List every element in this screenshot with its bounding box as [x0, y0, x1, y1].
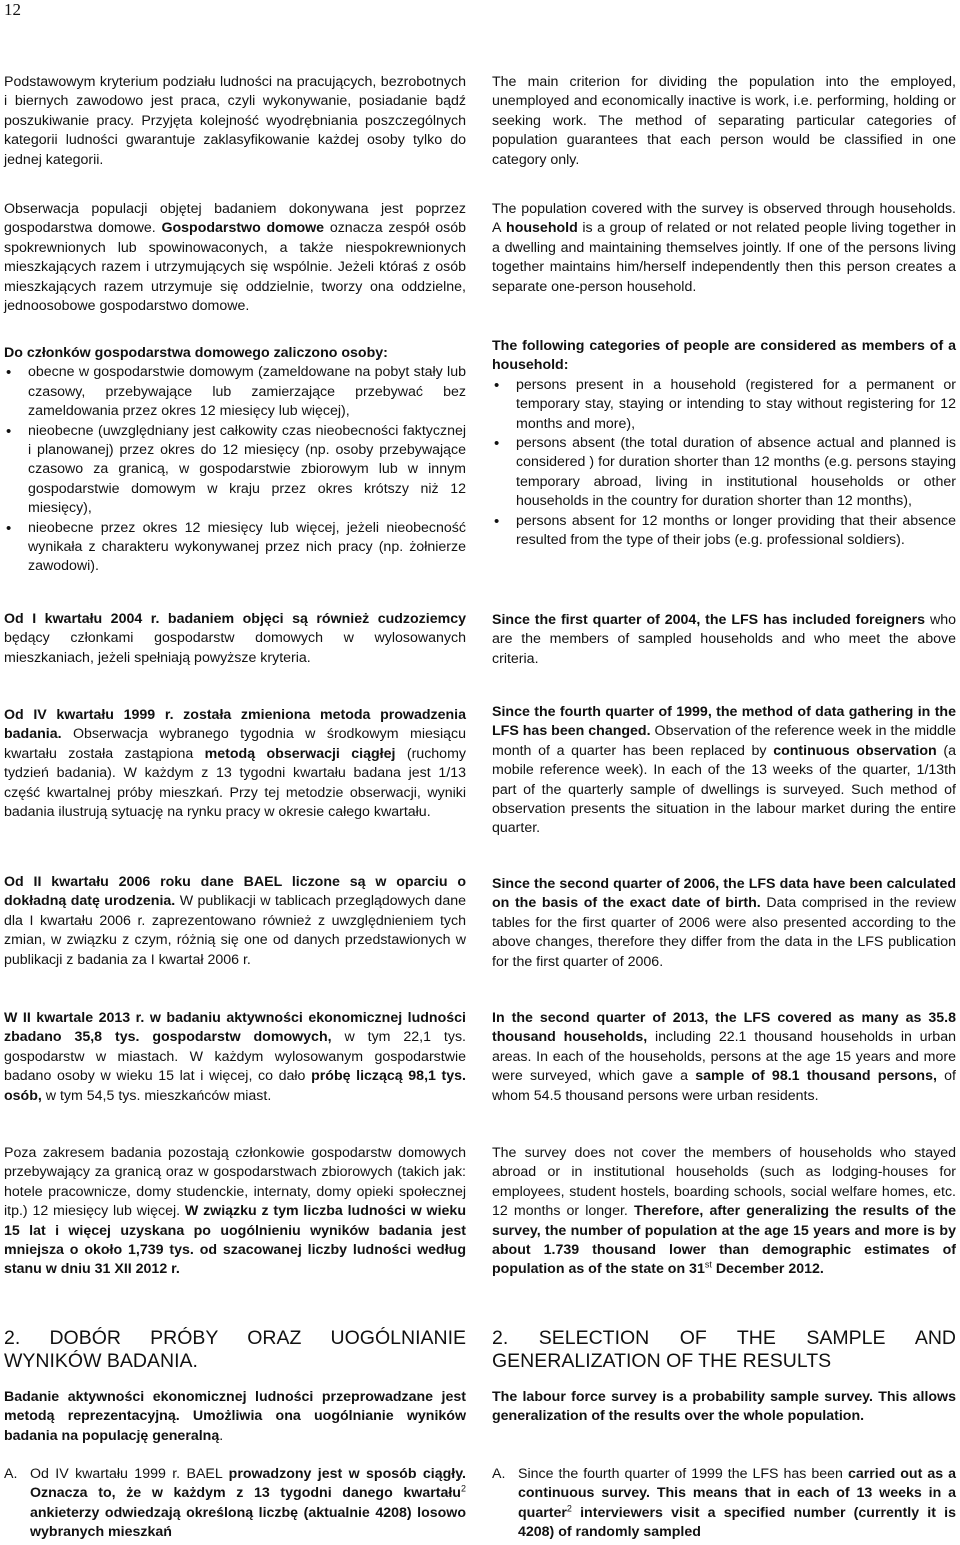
- footnote-ref: 2: [460, 1483, 466, 1494]
- section-heading-text: 2. DOBÓR PRÓBY ORAZ UOGÓLNIANIE WYNIKÓW BADANIA.: [4, 1327, 466, 1372]
- list-a-text: Since the fourth quarter of 1999 the LFS has been: [518, 1466, 843, 1482]
- list-a-bold: prowadzony jest w sposób ciągły. Oznacza to, że w każdym z 13 tygodni danego kwartału: [30, 1466, 466, 1502]
- survey-2013-paragraph: [492, 1009, 956, 1106]
- household-paragraph: [492, 200, 956, 297]
- survey-2013-bold-2: próbę liczącą 98,1 tys. osób,: [4, 1068, 466, 1104]
- household-definition: oznacza zespół osób spokrewnionych lub spowinowaconych, a także niespokrewnionych mieszkających razem i utrzymujących się wspólnie. Jeżeli któraś z osób mieszkających razem utrzymuje się oddzielnie, tworzy ona oddzielne, jednoosobowe gospodarstwo domowe.: [4, 220, 466, 315]
- method-paragraph: [492, 703, 956, 839]
- coverage-paragraph: [4, 1144, 466, 1280]
- household-term: Gospodarstwo domowe: [161, 220, 325, 237]
- criterion-paragraph: [492, 73, 956, 170]
- survey-2013-text-2: w tym 54,5 tys. mieszkańców miast.: [45, 1087, 272, 1104]
- members-section: [492, 337, 956, 550]
- list-marker: A.: [4, 1466, 18, 1482]
- criterion-text: Podstawowym kryterium podziału ludności na pracujących, bezrobotnych i biernych zawodowo jest praca, czyli wykonywanie, posiadanie bądź poszukiwanie pracy. Przyjęta kolejność wyodrębniania poszczególnych kategorii ludności gwarantuje zaklasyfikowanie każdej osoby tylko do jednej kategorii.: [4, 74, 466, 168]
- coverage-paragraph: [492, 1144, 956, 1280]
- coverage-bold: Therefore, after generalizing the results of the survey, the number of population at the age 15 years and more is by about 1.739 thousand lower than demographic estimates of population as of the state on 31: [492, 1203, 956, 1278]
- members-list: [492, 376, 956, 551]
- foreigners-paragraph: [492, 611, 956, 669]
- members-heading: Do członków gospodarstwa domowego zaliczono osoby:: [4, 345, 388, 361]
- list-item: [492, 1465, 956, 1543]
- foreigners-text: who are the members of sampled households and who meet the above criteria.: [492, 612, 956, 667]
- section-heading-text: 2. SELECTION OF THE SAMPLE AND GENERALIZATION OF THE RESULTS: [492, 1327, 956, 1372]
- section-heading: [492, 1327, 956, 1372]
- method-text-2: (a mobile reference week). In each of the 13 weeks of the quarter, 1/13th part of the quarterly sample of dwellings is surveyed. Such method of observation presents the situation in the labour market during the entire quarter.: [492, 742, 956, 837]
- list-item: [4, 1465, 466, 1543]
- survey-2013-bold: In the second quarter of 2013, the LFS covered as many as 35.8 thousand households,: [492, 1010, 956, 1046]
- method-paragraph: [4, 706, 466, 822]
- list-a-text: Od IV kwartału 1999 r. BAEL: [30, 1466, 223, 1482]
- observation-text: Obserwacja populacji objętej badaniem dokonywana jest poprzez gospodarstwa domowe.: [4, 201, 466, 237]
- list-item: • obecne w gospodarstwie domowym (zameldowane na pobyt stały lub czasowy, przebywające lub zamierzające przebywać bez zameldowania przez okres 12 miesięcy lub więcej),: [4, 363, 466, 421]
- list-item: • persons present in a household (registered for a permanent or temporary stay, staying or intending to stay without registering for 12 months and more),: [492, 376, 956, 434]
- list-a-bold-2: interviewers visit a specified number (currently it is 4208) of randomly sampled: [518, 1504, 956, 1541]
- method-bold: Od IV kwartału 1999 r. została zmieniona metoda prowadzenia badania.: [4, 707, 466, 743]
- method-bold-2: metodą obserwacji ciągłej: [204, 745, 396, 762]
- coverage-text: The survey does not cover the members of households who stayed abroad or in institutional households (such as lodging-houses for employees, student hostels, boarding schools, social welfare homes, etc. 12 months or longer.: [492, 1145, 956, 1220]
- members-list: [4, 363, 466, 576]
- list-a: [492, 1465, 956, 1543]
- birthdate-bold: Od II kwartału 2006 roku dane BAEL liczone są w oparciu o dokładną datę urodzenia.: [4, 874, 466, 910]
- survey-2013-paragraph: [4, 1009, 466, 1106]
- foreigners-bold: Od I kwartału 2004 r. badaniem objęci są również cudzoziemcy: [4, 611, 466, 627]
- list-item: • persons absent for 12 months or longer providing that their absence resulted from the type of their jobs (e.g. professional soldiers).: [492, 512, 956, 551]
- household-text: The population covered with the survey is observed through households. A: [492, 201, 956, 237]
- list-item: • nieobecne przez okres 12 miesięcy lub więcej, jeżeli nieobecność wynikała z charakteru wykonywanej przez nich pracy (np. żołnierze zawodowi).: [4, 519, 466, 577]
- members-heading: The following categories of people are considered as members of a household:: [492, 338, 956, 374]
- sampling-bold: The labour force survey is a probability sample survey. This allows generalization of the results over the whole population.: [492, 1389, 956, 1425]
- list-item: • nieobecne (uwzględniany jest całkowity czas nieobecności faktycznej i planowanej) przez okres do 12 miesięcy (np. osoby przebywające czasowo za granicą, w gospodarstwie zbiorowym lub w innym gospodarstwie domowym w kraju przez okres krótszy niż 12 miesięcy),: [4, 422, 466, 519]
- list-a: [4, 1465, 466, 1543]
- method-text-2: (ruchomy tydzień badania). W każdym z 13 tygodni kwartału badana jest 1/13 część kwartalnej próby mieszkań. Przy tej metodzie obserwacji, wyniki badania ilustrują sytuację na rynku pracy w okresie całego kwartału.: [4, 745, 466, 821]
- birthdate-paragraph: [4, 873, 466, 970]
- survey-2013-bold-2: sample of 98.1 thousand persons,: [695, 1068, 937, 1085]
- foreigners-text: będący członkami gospodarstw domowych w wylosowanych mieszkaniach, jeżeli spełniają powyższe kryteria.: [4, 630, 466, 666]
- household-definition: is a group of related or not related people living together in a dwelling and maintaining themselves jointly. If one of the persons living together maintains him/herself independently then this person creates a separate one-person household.: [492, 220, 956, 295]
- sampling-text: .: [219, 1427, 224, 1444]
- sampling-paragraph: [4, 1388, 466, 1446]
- survey-2013-text-2: of whom 54.5 thousand persons were urban residents.: [492, 1068, 956, 1104]
- list-marker: A.: [492, 1466, 506, 1482]
- foreigners-bold: Since the first quarter of 2004, the LFS has included foreigners: [492, 612, 926, 628]
- ordinal-suffix: st: [704, 1259, 712, 1270]
- method-bold-2: continuous observation: [773, 742, 937, 759]
- list-item: • persons absent (the total duration of absence actual and planned is considered ) for duration shorter than 12 months (e.g. persons staying temporary abroad, living in institutional households or other households in the country for duration shorter than 12 months),: [492, 434, 956, 512]
- method-text: Observation of the reference week in the middle month of a quarter has been replaced by: [492, 723, 956, 759]
- survey-2013-text: w tym 22,1 tys. gospodarstw w miastach. W każdym wylosowanym gospodarstwie badano osoby w wieku 15 lat i więcej, co dało: [4, 1029, 466, 1085]
- method-text: Obserwacja wybranego tygodnia w środkowym miesiącu kwartału została zastąpiona: [4, 726, 466, 762]
- coverage-text: Poza zakresem badania pozostają członkowie gospodarstw domowych przebywający za granicą oraz w gospodarstwach zbiorowych (takich jak: hotele pracownicze, domy studenckie, internaty, domy opieki społecznej itp.) 12 miesięcy lub więcej.: [4, 1145, 466, 1220]
- birthdate-text: W publikacji w tablicach przeglądowych dane dla I kwartału 2006 r. zaprezentowano również z uwzględnieniem tych zmian, w związku z czym, różnią się one od danych przedstawionych w publikacji z badania za I kwartał 2006 r.: [4, 893, 466, 968]
- coverage-bold-2: December 2012.: [715, 1261, 824, 1278]
- household-paragraph: [4, 200, 466, 316]
- section-heading: [4, 1327, 466, 1372]
- criterion-text: The main criterion for dividing the population into the employed, unemployed and economically inactive is work, i.e. performing, holding or seeking work. The method of separating particular categories of population guarantees that each person would be classified in one category only.: [492, 74, 956, 168]
- page-number: 12: [4, 0, 21, 19]
- sampling-bold: Badanie aktywności ekonomicznej ludności przeprowadzane jest metodą reprezentacyjną. Umożliwia ona uogólnianie wyników badania na populację generalną: [4, 1389, 466, 1444]
- method-bold: Since the fourth quarter of 1999, the method of data gathering in the LFS has been changed.: [492, 704, 956, 740]
- coverage-bold: W związku z tym liczba ludności w wieku 15 lat i więcej uzyskana po uogólnieniu wyników badania jest mniejsza o około 1,739 tys. od szacowanej liczby ludności według stanu w dniu 31 XII 2012 r.: [4, 1203, 466, 1278]
- foreigners-paragraph: [4, 610, 466, 668]
- birthdate-paragraph: [492, 875, 956, 972]
- members-section: [4, 344, 466, 577]
- list-a-bold: carried out as a continuous survey. This means that in each of 13 weeks in a quarter: [518, 1466, 956, 1521]
- sampling-paragraph: [492, 1388, 956, 1427]
- criterion-paragraph: [4, 73, 466, 170]
- birthdate-text: Data comprised in the review tables for the first quarter of 2006 were also presented according to the above changes, therefore they differ from the data in the LFS publication for the first quarter of 2006.: [492, 895, 956, 970]
- footnote-ref: 2: [566, 1503, 572, 1514]
- survey-2013-bold: W II kwartale 2013 r. w badaniu aktywności ekonomicznej ludności zbadano 35,8 tys. gospodarstw domowych,: [4, 1010, 466, 1046]
- birthdate-bold: Since the second quarter of 2006, the LFS data have been calculated on the basis of the exact date of birth.: [492, 876, 956, 912]
- list-a-bold-2: ankieterzy odwiedzają określoną liczbę (aktualnie 4208) losowo wybranych mieszkań: [30, 1504, 466, 1541]
- household-term: household: [506, 220, 578, 237]
- survey-2013-text: including 22.1 thousand households in urban areas. In each of the households, persons at the age 15 years and more were surveyed, which gave a: [492, 1029, 956, 1085]
